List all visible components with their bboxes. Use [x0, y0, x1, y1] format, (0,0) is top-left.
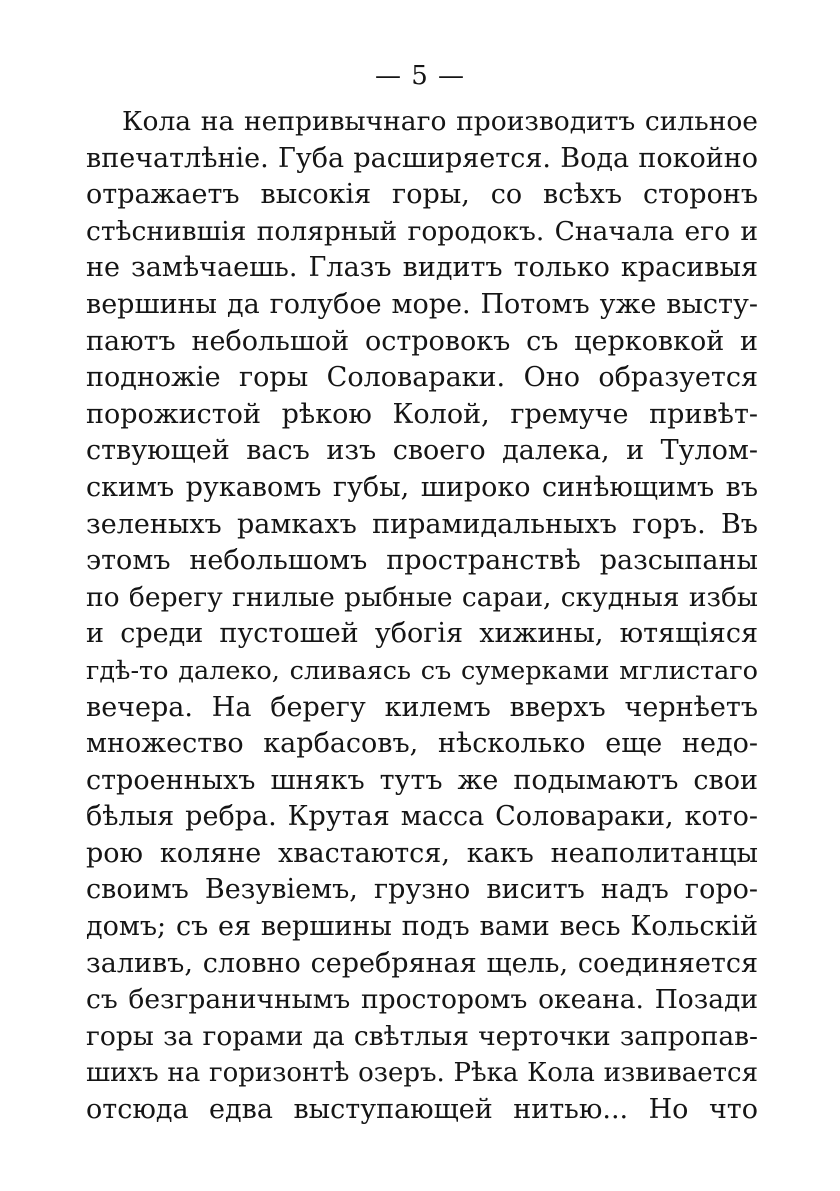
text-line: домъ; съ ея вершины подъ вами весь Кольскій [86, 911, 758, 943]
text-line: впечатлѣніе. Губа расширяется. Вода покойно [86, 142, 758, 174]
text-line: рою коляне хвастаются, какъ неаполитанцы [86, 837, 758, 869]
text-line: не замѣчаешь. Глазъ видитъ только красивыя [86, 252, 758, 284]
text-line: заливъ, словно серебряная щель, соединяется [86, 947, 758, 979]
text-line: горы за горами да свѣтлыя черточки запропав- [86, 1020, 758, 1052]
text-line: шихъ на горизонтѣ озеръ. Рѣка Кола извивается [86, 1058, 758, 1089]
text-line: ствующей васъ изъ своего далека, и Тулом- [86, 435, 758, 467]
text-line: порожистой рѣкою Колой, гремуче привѣт- [86, 398, 758, 430]
text-line: вершины да голубое море. Потомъ уже высту- [86, 288, 758, 320]
page-number: — 5 — [374, 61, 466, 91]
text-line: множество карбасовъ, нѣсколько еще недо- [86, 728, 758, 760]
text-line: отражаетъ высокія горы, со всѣхъ сторонъ [86, 179, 758, 211]
text-line: своимъ Везувіемъ, грузно виситъ надъ горо- [86, 874, 758, 906]
text-line: этомъ небольшомъ пространствѣ разсыпаны [86, 545, 758, 577]
text-line: и среди пустошей убогія хижины, ютящіяся [86, 618, 758, 650]
text-line: паютъ небольшой островокъ съ церковкой и [86, 325, 758, 357]
text-line: гдѣ-то далеко, сливаясь съ сумерками мглистаго [86, 655, 758, 686]
text-line: подножіе горы Соловараки. Оно образуется [86, 362, 758, 394]
text-line: отсюда едва выступающей нитью... Но что [86, 1094, 758, 1126]
text-line: по берегу гнилые рыбные сараи, скудныя избы [86, 581, 758, 613]
body-text [86, 104, 758, 1129]
text-line: скимъ рукавомъ губы, широко синѣющимъ въ [86, 471, 758, 503]
text-line: съ безграничнымъ просторомъ океана. Позади [86, 984, 758, 1016]
text-line: зеленыхъ рамкахъ пирамидальныхъ горъ. Въ [86, 508, 758, 540]
text-line: бѣлыя ребра. Крутая масса Соловараки, кото- [86, 801, 758, 833]
text-line: вечера. На берегу килемъ вверхъ чернѣетъ [86, 691, 758, 723]
text-line: стѣснившія полярный городокъ. Сначала его и [86, 215, 758, 247]
text-line: Кола на непривычнаго производитъ сильное [122, 106, 758, 137]
text-line: строенныхъ шнякъ тутъ же подымаютъ свои [86, 764, 758, 796]
